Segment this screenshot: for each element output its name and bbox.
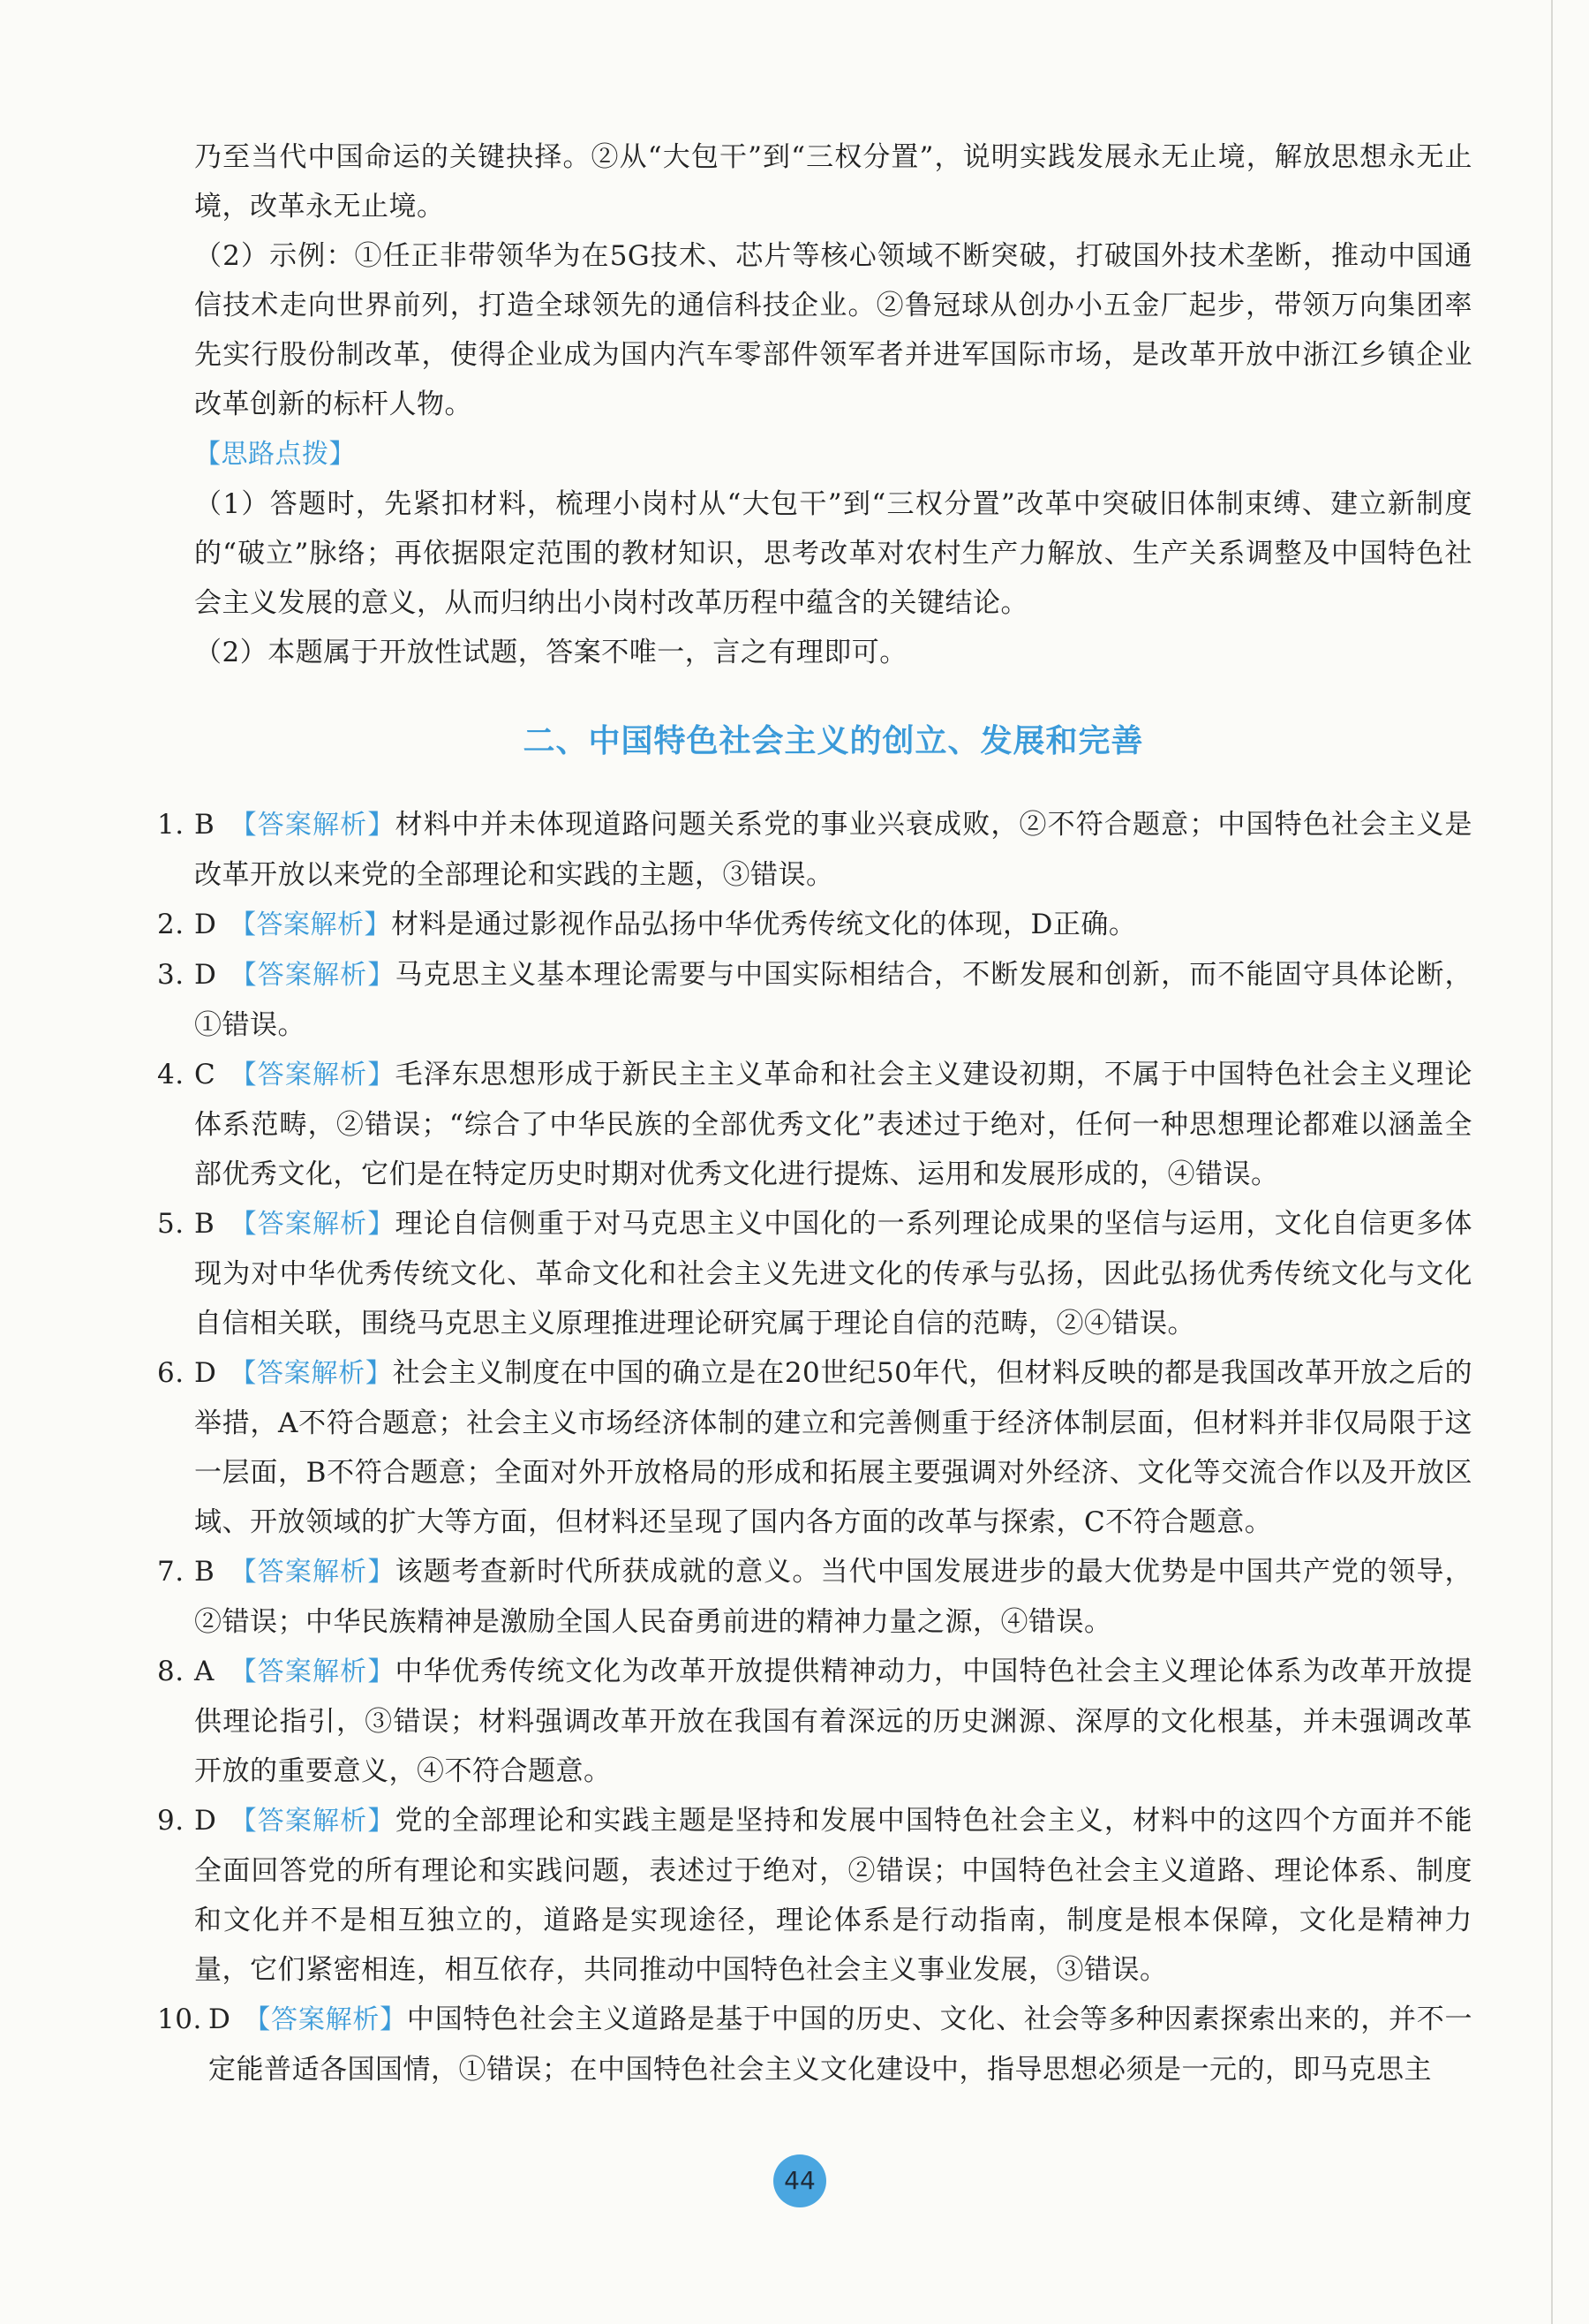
answer-item-1 <box>157 800 1473 900</box>
answer-item-3 <box>157 950 1473 1050</box>
analysis-label: 【答案解析】 <box>230 1806 395 1837</box>
intro-paragraph-3: （1）答题时，先紧扣材料，梳理小岗村从“大包干”到“三权分置”改革中突破旧体制束缚、建立新制度的“破立”脉络；再依据限定范围的教材知识，思考改革对农村生产力解放、生产关系调整及中国特色社会主义发展的意义，从而归纳出小岗村改革历程中蕴含的关键结论。 <box>194 488 1472 619</box>
answer-item-2 <box>157 900 1472 950</box>
item-number: 8. <box>157 1656 185 1687</box>
item-text: 理论自信侧重于对马克思主义中国化的一系列理论成果的坚信与运用，文化自信更多体现为对中华优秀传统文化、革命文化和社会主义先进文化的传承与弘扬，因此弘扬优秀传统文化与文化自信相关联，围绕马克思主义原理推进理论研究属于理论自信的范畴，②④错误。 <box>194 1208 1473 1339</box>
item-answer: C <box>194 1059 216 1090</box>
analysis-label: 【答案解析】 <box>230 1656 395 1687</box>
analysis-label: 【答案解析】 <box>244 2004 407 2035</box>
intro-paragraph-4: （2）本题属于开放性试题，答案不唯一，言之有理即可。 <box>194 637 907 668</box>
intro-paragraph-2: （2）示例：①任正非带领华为在5G技术、芯片等核心领域不断突破，打破国外技术垄断，推动中国通信技术走向世界前列，打造全球领先的通信科技企业。②鲁冠球从创办小五金厂起步，带领万向集团率先实行股份制改革，使得企业成为国内汽车零部件领军者并进军国际市场，是改革开放中浙江乡镇企业改革创新的标杆人物。 <box>194 240 1472 420</box>
item-answer: D <box>194 909 217 940</box>
item-text: 中国特色社会主义道路是基于中国的历史、文化、社会等多种因素探索出来的，并不一定能普适各国国情，①错误；在中国特色社会主义文化建设中，指导思想必须是一元的，即马克思主 <box>208 2003 1473 2086</box>
answer-item-8 <box>157 1647 1473 1796</box>
item-number: 9. <box>157 1805 185 1837</box>
item-number: 7. <box>157 1556 185 1588</box>
item-number: 3. <box>157 959 185 991</box>
tip-label: 【思路点拨】 <box>194 439 356 470</box>
item-text: 材料中并未体现道路问题关系党的事业兴衰成败，②不符合题意；中国特色社会主义是改革开放以来党的全部理论和实践的主题，③错误。 <box>194 809 1473 891</box>
item-answer: B <box>194 1208 215 1240</box>
analysis-label: 【答案解析】 <box>230 810 395 841</box>
item-answer: A <box>194 1656 215 1687</box>
item-answer: D <box>208 2003 231 2035</box>
answer-item-7 <box>157 1547 1473 1647</box>
analysis-label: 【答案解析】 <box>230 1557 395 1588</box>
page-content <box>157 132 1473 2094</box>
item-text: 社会主义制度在中国的确立是在20世纪50年代，但材料反映的都是我国改革开放之后的举措，A不符合题意；社会主义市场经济体制的建立和完善侧重于经济体制层面，但材料并非仅局限于这一层面，B不符合题意；全面对外开放格局的形成和拓展主要强调对外经济、文化等交流合作以及开放区域、开放领域的扩大等方面，但材料还呈现了国内各方面的改革与探索，C不符合题意。 <box>194 1357 1472 1538</box>
section-title: 二、中国特色社会主义的创立、发展和完善 <box>523 723 1144 759</box>
item-number: 10. <box>157 2003 202 2035</box>
binding-edge <box>1551 0 1553 2324</box>
item-text: 该题考查新时代所获成就的意义。当代中国发展进步的最大优势是中国共产党的领导，②错误；中华民族精神是激励全国人民奋勇前进的精神力量之源，④错误。 <box>194 1556 1473 1638</box>
item-number: 1. <box>157 809 185 841</box>
answer-list <box>157 800 1473 2094</box>
item-answer: B <box>194 809 215 841</box>
item-number: 5. <box>157 1208 185 1240</box>
analysis-label: 【答案解析】 <box>230 909 391 940</box>
answer-item-9 <box>157 1796 1473 1995</box>
page-number-badge: 44 <box>773 2154 826 2207</box>
item-text: 毛泽东思想形成于新民主主义革命和社会主义建设初期，不属于中国特色社会主义理论体系范畴，②错误；“综合了中华民族的全部优秀文化”表述过于绝对，任何一种思想理论都难以涵盖全部优秀文化，它们是在特定历史时期对优秀文化进行提炼、运用和发展形成的，④错误。 <box>194 1059 1473 1190</box>
analysis-label: 【答案解析】 <box>230 1060 395 1090</box>
analysis-label: 【答案解析】 <box>230 1209 395 1240</box>
item-answer: B <box>194 1556 215 1588</box>
item-number: 4. <box>157 1059 185 1090</box>
item-answer: D <box>194 1357 217 1389</box>
analysis-label: 【答案解析】 <box>230 960 395 991</box>
item-answer: D <box>194 1805 217 1837</box>
item-text: 中华优秀传统文化为改革开放提供精神动力，中国特色社会主义理论体系为改革开放提供理论指引，③错误；材料强调改革开放在我国有着深远的历史渊源、深厚的文化根基，并未强调改革开放的重要意义，④不符合题意。 <box>194 1656 1473 1787</box>
analysis-label: 【答案解析】 <box>230 1358 393 1389</box>
item-text: 马克思主义基本理论需要与中国实际相结合，不断发展和创新，而不能固守具体论断，①错误。 <box>194 959 1473 1041</box>
item-text: 党的全部理论和实践主题是坚持和发展中国特色社会主义，材料中的这四个方面并不能全面回答党的所有理论和实践问题，表述过于绝对，②错误；中国特色社会主义道路、理论体系、制度和文化并不是相互独立的，道路是实现途径，理论体系是行动指南，制度是根本保障，文化是精神力量，它们紧密相连，相互依存，共同推动中国特色社会主义事业发展，③错误。 <box>194 1805 1473 1986</box>
answer-item-10 <box>157 1995 1473 2094</box>
item-text: 材料是通过影视作品弘扬中华优秀传统文化的体现，D正确。 <box>391 909 1137 940</box>
answer-item-5 <box>157 1199 1473 1348</box>
answer-item-6 <box>157 1348 1472 1547</box>
answer-item-4 <box>157 1050 1473 1199</box>
tip-heading <box>194 429 1472 479</box>
item-answer: D <box>194 959 217 991</box>
intro-paragraph-1: 乃至当代中国命运的关键抉择。②从“大包干”到“三权分置”，说明实践发展永无止境，解放思想永无止境，改革永无止境。 <box>194 141 1472 223</box>
item-number: 2. <box>157 909 185 940</box>
item-number: 6. <box>157 1357 185 1389</box>
